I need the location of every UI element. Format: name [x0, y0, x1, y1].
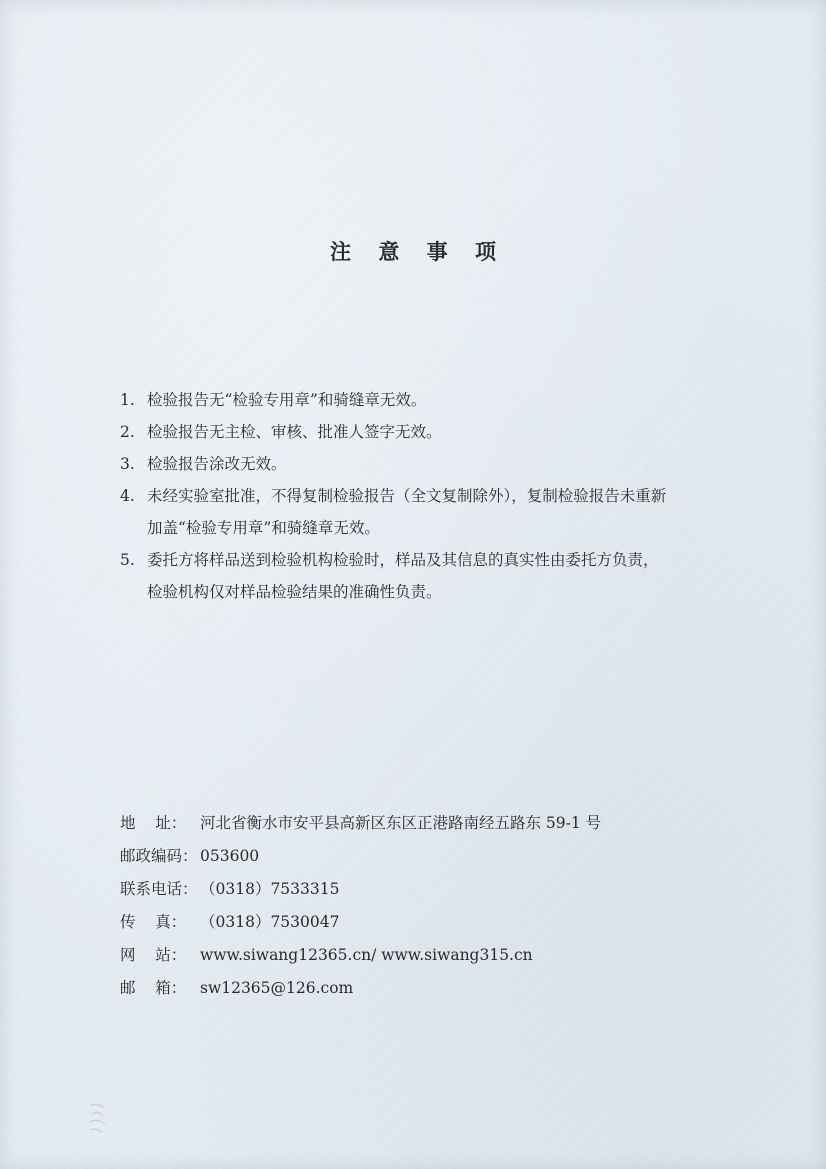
contact-info: [120, 807, 740, 1005]
phone-label: 联系电话：: [120, 880, 198, 898]
phone-value: （0318）7533315: [200, 880, 340, 898]
postcode-row: [120, 840, 740, 873]
note-text-continued: 检验机构仅对样品检验结果的准确性负责。: [147, 583, 442, 601]
fax-value: （0318）7530047: [200, 913, 340, 931]
address-row: [120, 807, 740, 840]
website-value[interactable]: www.siwang12365.cn/ www.siwang315.cn: [200, 946, 533, 964]
note-number: 1.: [120, 391, 135, 409]
fax-row: [120, 906, 740, 939]
postcode-value: 053600: [200, 847, 260, 865]
email-row: [120, 972, 740, 1005]
faint-mark-icon: [84, 1100, 110, 1140]
email-label: 邮 箱：: [120, 979, 187, 997]
address-value: 河北省衡水市安平县高新区东区正港路南经五路东 59-1 号: [200, 814, 602, 832]
note-number: 2.: [120, 423, 135, 441]
note-number: 5.: [120, 551, 135, 569]
note-item: [120, 384, 720, 416]
postcode-label: 邮政编码：: [120, 847, 198, 865]
note-text: 检验报告无“检验专用章”和骑缝章无效。: [147, 391, 427, 409]
note-text: 检验报告无主检、审核、批准人签字无效。: [147, 423, 442, 441]
note-number: 3.: [120, 455, 135, 473]
note-text: 委托方将样品送到检验机构检验时，样品及其信息的真实性由委托方负责，: [147, 551, 659, 569]
notes-list: [120, 384, 720, 608]
note-number: 4.: [120, 487, 135, 505]
website-label: 网 站：: [120, 946, 187, 964]
note-item: [120, 416, 720, 448]
website-row: [120, 939, 740, 972]
address-label: 地 址：: [120, 814, 187, 832]
fax-label: 传 真：: [120, 913, 187, 931]
phone-row: [120, 873, 740, 906]
note-item: [120, 544, 720, 608]
email-value[interactable]: sw12365@126.com: [200, 979, 354, 997]
page-title: 注 意 事 项: [330, 239, 506, 264]
note-text: 检验报告涂改无效。: [147, 455, 287, 473]
note-item: [120, 480, 720, 544]
note-text: 未经实验室批准，不得复制检验报告（全文复制除外），复制检验报告未重新: [147, 487, 667, 505]
note-item: [120, 448, 720, 480]
note-text-continued: 加盖“检验专用章”和骑缝章无效。: [147, 519, 380, 537]
